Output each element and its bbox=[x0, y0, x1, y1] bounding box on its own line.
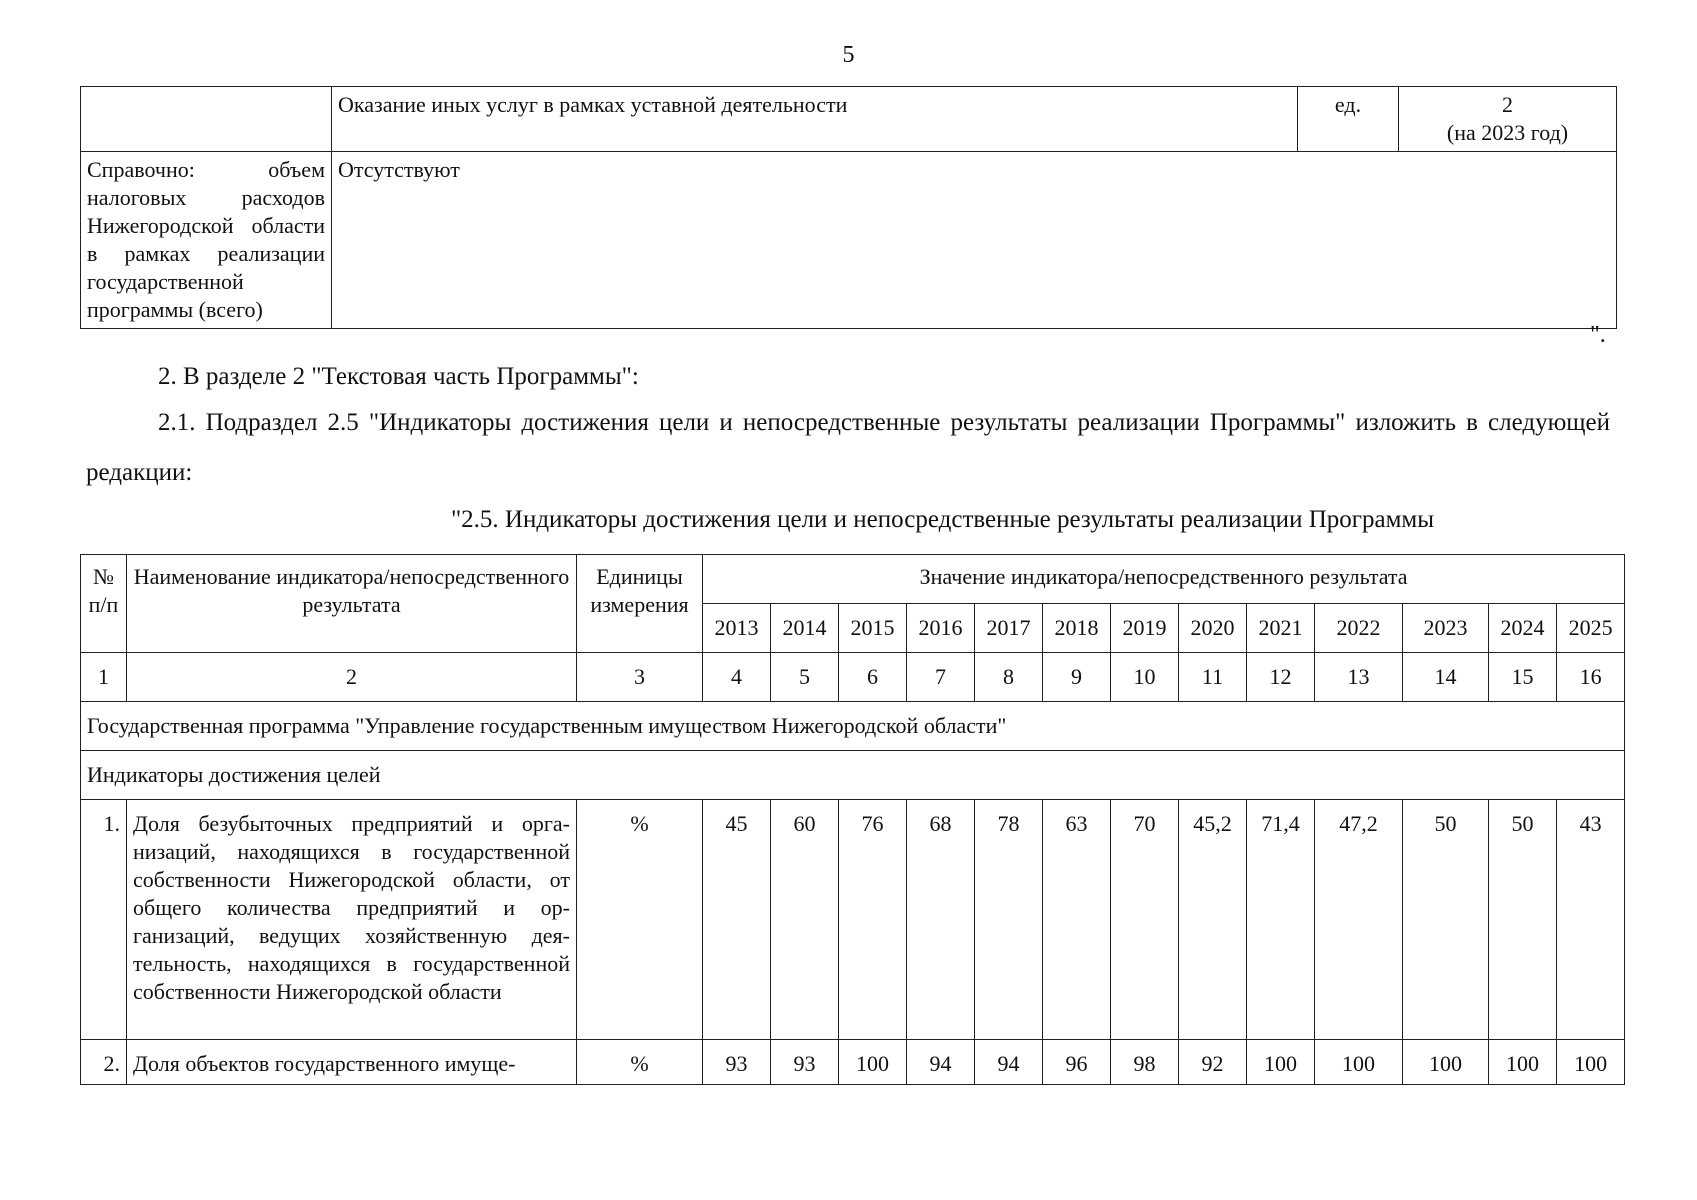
table-row bbox=[81, 87, 1617, 152]
column-number: 3 bbox=[577, 653, 703, 702]
indicator-value: 94 bbox=[975, 1040, 1043, 1085]
column-number: 5 bbox=[771, 653, 839, 702]
indicator-value: 50 bbox=[1403, 800, 1489, 1040]
year-cell: 2017 bbox=[975, 604, 1043, 653]
column-number: 14 bbox=[1403, 653, 1489, 702]
closing-quote: ". bbox=[1590, 322, 1606, 348]
indicator-value: 100 bbox=[1489, 1040, 1557, 1085]
indicator-value: 45,2 bbox=[1179, 800, 1247, 1040]
indicator-value: 45 bbox=[703, 800, 771, 1040]
passport-table bbox=[80, 86, 1617, 329]
indicator-value: 100 bbox=[839, 1040, 907, 1085]
year-cell: 2024 bbox=[1489, 604, 1557, 653]
indicator-value: 47,2 bbox=[1315, 800, 1403, 1040]
value-note: (на 2023 год) bbox=[1446, 120, 1569, 145]
header-unit: Единицы измерения bbox=[577, 555, 703, 653]
year-cell: 2016 bbox=[907, 604, 975, 653]
indicator-unit: % bbox=[577, 800, 703, 1040]
table-row bbox=[81, 152, 1617, 329]
indicator-name: Доля объектов государственного имуще- bbox=[127, 1040, 577, 1085]
indicator-value: 78 bbox=[975, 800, 1043, 1040]
indicator-value: 68 bbox=[907, 800, 975, 1040]
indicator-unit: % bbox=[577, 1040, 703, 1085]
column-number: 10 bbox=[1111, 653, 1179, 702]
year-cell: 2015 bbox=[839, 604, 907, 653]
indicators-table bbox=[80, 554, 1625, 1085]
table-title: "2.5. Индикаторы достижения цели и непосредственные результаты реализации Программы bbox=[450, 506, 1435, 533]
indicator-value: 93 bbox=[771, 1040, 839, 1085]
column-number: 8 bbox=[975, 653, 1043, 702]
indicator-value: 96 bbox=[1043, 1040, 1111, 1085]
indicator-name: Доля безубыточных предприятий и организаций, находящихся в государственной собственности Нижегородской области, от общего количества предприятий и организаций, ведущих хозяйственную деятельность, находящихся в государственной собственности Нижегородской области bbox=[127, 800, 577, 1040]
row-number: 1. bbox=[81, 800, 127, 1040]
indicators-section-title: Индикаторы достижения целей bbox=[81, 751, 1625, 800]
year-cell: 2023 bbox=[1403, 604, 1489, 653]
indicator-value: 93 bbox=[703, 1040, 771, 1085]
section-row bbox=[81, 702, 1625, 751]
row-number: 2. bbox=[81, 1040, 127, 1085]
paragraph-section-2: 2. В разделе 2 "Текстовая часть Программы": bbox=[158, 363, 639, 390]
column-number-row bbox=[81, 653, 1625, 702]
empty-cell bbox=[81, 87, 332, 152]
indicator-value: 100 bbox=[1403, 1040, 1489, 1085]
year-cell: 2019 bbox=[1111, 604, 1179, 653]
header-name: Наименование индикатора/непосредственного результата bbox=[127, 555, 577, 653]
paragraph-subsection-2-1: 2.1. Подраздел 2.5 "Индикаторы достижения цели и непосредственные результаты реализации Программы" изложить в следующей редакции: bbox=[86, 409, 1610, 486]
column-number: 7 bbox=[907, 653, 975, 702]
indicator-value: 71,4 bbox=[1247, 800, 1315, 1040]
column-number: 4 bbox=[703, 653, 771, 702]
header-values: Значение индикатора/непосредственного результата bbox=[703, 555, 1625, 604]
column-number: 16 bbox=[1557, 653, 1625, 702]
table-row bbox=[81, 800, 1625, 1040]
page-number: 5 bbox=[842, 42, 855, 68]
indicator-value: 100 bbox=[1557, 1040, 1625, 1085]
indicator-value: 92 bbox=[1179, 1040, 1247, 1085]
tax-expenses-value: Отсутствуют bbox=[332, 152, 1617, 329]
table-row bbox=[81, 1040, 1625, 1085]
year-cell: 2022 bbox=[1315, 604, 1403, 653]
column-number: 15 bbox=[1489, 653, 1557, 702]
year-cell: 2021 bbox=[1247, 604, 1315, 653]
column-number: 1 bbox=[81, 653, 127, 702]
header-num: № п/п bbox=[81, 555, 127, 653]
year-cell: 2018 bbox=[1043, 604, 1111, 653]
indicator-value: 76 bbox=[839, 800, 907, 1040]
indicator-value: 60 bbox=[771, 800, 839, 1040]
indicator-value: 50 bbox=[1489, 800, 1557, 1040]
service-name: Оказание иных услуг в рамках уставной деятельности bbox=[332, 87, 1298, 152]
indicator-value: 70 bbox=[1111, 800, 1179, 1040]
indicator-value: 63 bbox=[1043, 800, 1111, 1040]
indicator-value: 100 bbox=[1247, 1040, 1315, 1085]
indicator-value: 94 bbox=[907, 1040, 975, 1085]
column-number: 2 bbox=[127, 653, 577, 702]
indicator-value: 43 bbox=[1557, 800, 1625, 1040]
indicator-value: 98 bbox=[1111, 1040, 1179, 1085]
column-number: 9 bbox=[1043, 653, 1111, 702]
header-row bbox=[81, 555, 1625, 604]
year-cell: 2013 bbox=[703, 604, 771, 653]
year-cell: 2025 bbox=[1557, 604, 1625, 653]
program-title: Государственная программа "Управление государственным имуществом Нижегородской области" bbox=[81, 702, 1625, 751]
value: 2 bbox=[1502, 92, 1513, 117]
column-number: 13 bbox=[1315, 653, 1403, 702]
value-cell bbox=[1399, 87, 1617, 152]
tax-expenses-label: Справочно: объем налоговых расходов Нижегородской области в рамках реализации государственной программы (всего) bbox=[81, 152, 332, 329]
column-number: 12 bbox=[1247, 653, 1315, 702]
section-row bbox=[81, 751, 1625, 800]
indicator-value: 100 bbox=[1315, 1040, 1403, 1085]
column-number: 11 bbox=[1179, 653, 1247, 702]
column-number: 6 bbox=[839, 653, 907, 702]
year-cell: 2014 bbox=[771, 604, 839, 653]
unit-cell: ед. bbox=[1298, 87, 1399, 152]
year-cell: 2020 bbox=[1179, 604, 1247, 653]
